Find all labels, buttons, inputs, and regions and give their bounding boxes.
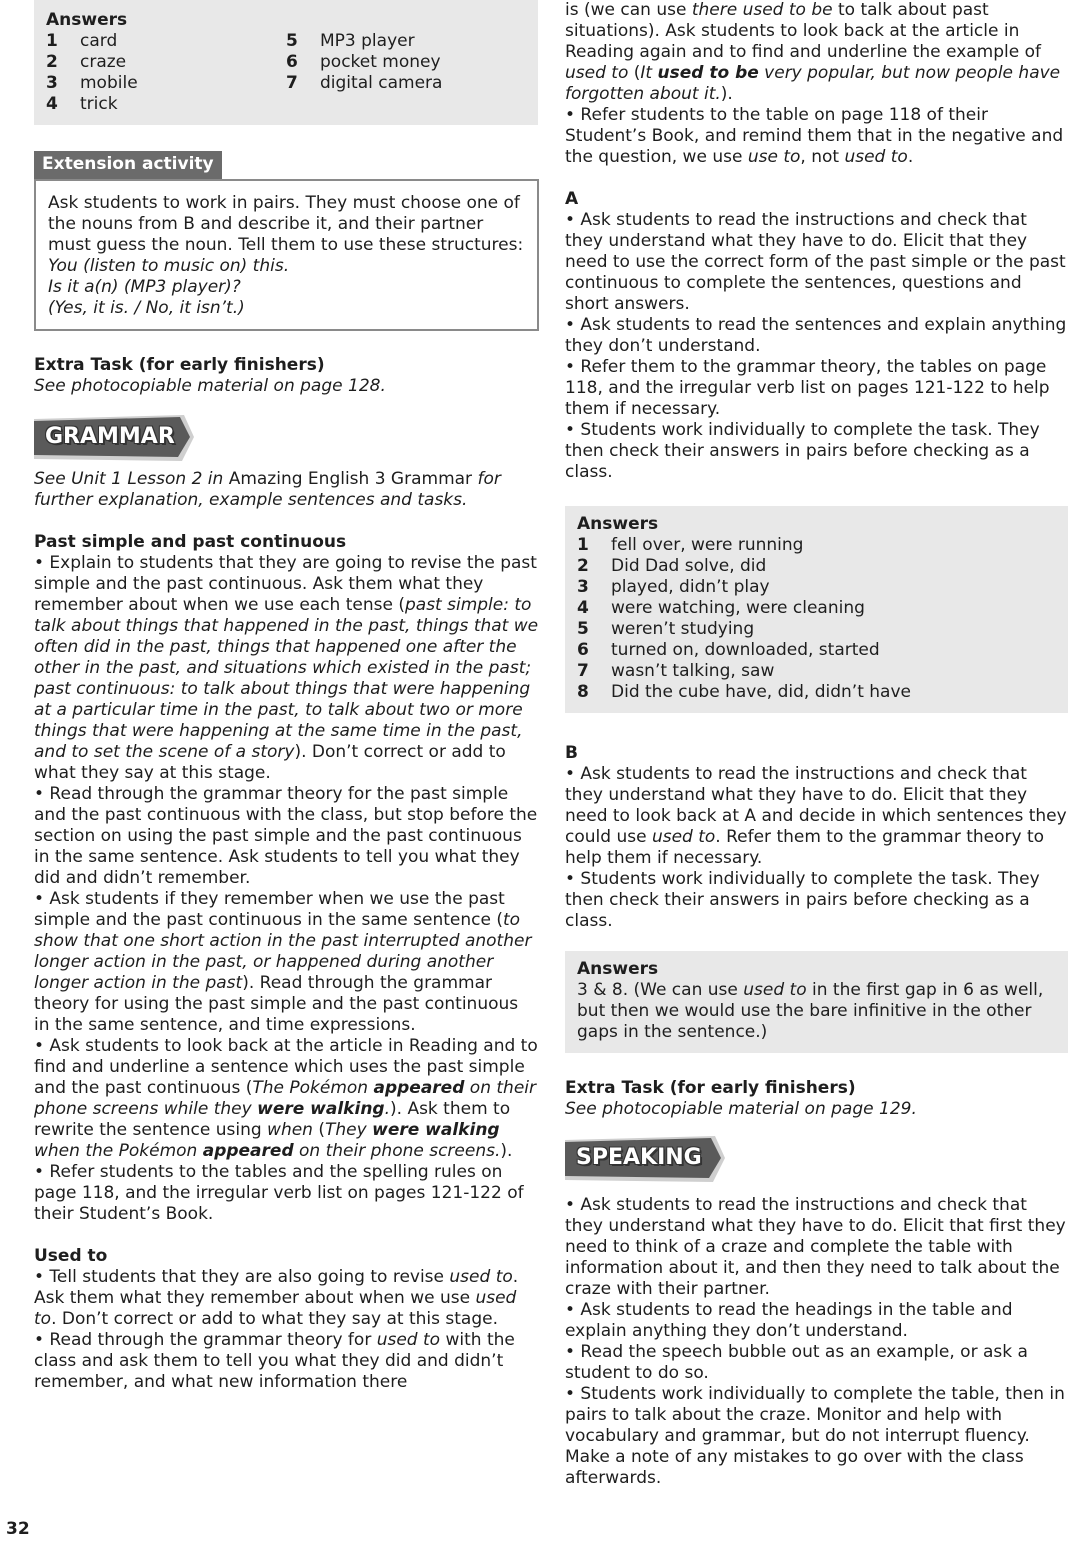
answer-number: 6 xyxy=(286,52,298,72)
answers-box xyxy=(34,0,538,125)
answer-text: wasn’t talking, saw xyxy=(611,661,775,681)
answers-grid xyxy=(46,31,526,115)
answer-text: weren’t studying xyxy=(611,619,755,639)
extension-line: (Yes, it is. / No, it isn’t.) xyxy=(48,298,245,318)
answer-text: fell over, were running xyxy=(611,535,804,555)
answer-number: 4 xyxy=(577,598,589,618)
right-column xyxy=(565,0,1070,1489)
answers-column xyxy=(286,31,526,115)
answer-item xyxy=(577,682,1056,703)
see-unit-text: See Unit 1 Lesson 2 in Amazing English 3 Grammar for further explanation, example sentences and tasks. xyxy=(34,469,501,510)
extra-task-text: See photocopiable material on page 129. xyxy=(565,1099,917,1119)
bullet: • Ask students to read the sentences and explain anything they don’t understand. xyxy=(565,315,1067,356)
bullet: • Refer students to the table on page 118 of their Student’s Book, and remind them that in the negative and the question, we use use to, not used to. xyxy=(565,105,1064,167)
extra-task-text: See photocopiable material on page 128. xyxy=(34,376,386,396)
answer-item xyxy=(577,556,1056,577)
answer-item xyxy=(286,52,526,73)
answer-text: Did the cube have, did, didn’t have xyxy=(611,682,911,702)
answer-text: digital camera xyxy=(320,73,443,93)
answer-text: pocket money xyxy=(320,52,441,72)
bullet: • Ask students if they remember when we use the past simple and the past continuous in the same sentence (to show that one short action in the past interrupted another longer action in the past, or happened during another longer action in the past). Read through the grammar theory for using the past simple and the past continuous in the same sentence, and time expressions. xyxy=(34,889,532,1035)
left-column xyxy=(34,0,539,1393)
answer-number: 8 xyxy=(577,682,589,702)
section-title: Past simple and past continuous xyxy=(34,532,347,552)
extension-text: Ask students to work in pairs. They must choose one of the nouns from B and describe it, and their partner must guess the noun. Tell them to use these structures: xyxy=(48,193,524,255)
bullet: • Refer students to the tables and the spelling rules on page 118, and the irregular verb list on pages 121-122 of their Student’s Book. xyxy=(34,1162,524,1224)
bullet: • Ask students to read the instructions and check that they understand what they have to do. Elicit that they need to use the correct form of the past simple or the past continuous to complete the sentences, questions and short answers. xyxy=(565,210,1066,314)
section-title: B xyxy=(565,743,578,763)
bullet: • Read through the grammar theory for the past simple and the past continuous with the class, but stop before the section on using the past simple and the past continuous in the same sentence. Ask students to tell you what they did and didn’t remember. xyxy=(34,784,538,888)
answer-number: 2 xyxy=(577,556,589,576)
speaking-section xyxy=(565,1195,1070,1489)
answer-item xyxy=(577,661,1056,682)
answer-number: 5 xyxy=(577,619,589,639)
answer-number: 7 xyxy=(286,73,298,93)
extra-task xyxy=(565,1078,1070,1120)
answer-number: 3 xyxy=(577,577,589,597)
answer-item xyxy=(577,535,1056,556)
answer-text: card xyxy=(80,31,118,51)
grammar-banner-label: GRAMMAR xyxy=(45,424,175,449)
bullet: • Students work individually to complete the task. They then check their answers in pairs before checking as a class. xyxy=(565,420,1040,482)
past-simple-section xyxy=(34,532,539,1225)
answer-item xyxy=(577,640,1056,661)
speaking-banner-label: SPEAKING xyxy=(576,1145,702,1170)
answer-item xyxy=(46,73,286,94)
answers-text: 3 & 8. (We can use used to in the first gap in 6 as well, but then we would use the bare infinitive in the other gaps in the sentence.) xyxy=(577,980,1044,1042)
answers-title: Answers xyxy=(46,10,128,30)
answer-item xyxy=(46,52,286,73)
bullet: • Ask students to read the instructions and check that they understand what they have to do. Elicit that they need to look back at A and decide in which sentences they could use used to. Refer them to the grammar theory to help them if necessary. xyxy=(565,764,1067,868)
extra-task-title: Extra Task (for early finishers) xyxy=(565,1078,856,1098)
answer-item xyxy=(46,31,286,52)
answers-list xyxy=(577,535,1056,703)
bullet: • Ask students to look back at the article in Reading and to find and underline a sentence which uses the past simple and the past continuous (The Pokémon appeared on their phone screens while they were walking.). Ask them to rewrite the sentence using when (They were walking when the Pokémon appeared on their phone screens.). xyxy=(34,1036,538,1161)
answer-number: 5 xyxy=(286,31,298,51)
answer-text: Did Dad solve, did xyxy=(611,556,767,576)
answer-item xyxy=(577,598,1056,619)
section-title: A xyxy=(565,189,579,209)
extension-tab: Extension activity xyxy=(34,151,222,179)
answer-number: 3 xyxy=(46,73,58,93)
used-to-section xyxy=(34,1246,539,1393)
answer-number: 7 xyxy=(577,661,589,681)
answer-item xyxy=(577,619,1056,640)
answer-text: turned on, downloaded, started xyxy=(611,640,880,660)
extension-box xyxy=(34,179,539,331)
speaking-banner xyxy=(565,1136,725,1184)
answer-number: 1 xyxy=(577,535,589,555)
answer-number: 4 xyxy=(46,94,58,114)
bullet: • Ask students to read the instructions and check that they understand what they have to do. Elicit that first they need to think of a craze and complete the table with information about it, and then they need to talk about the craze with their partner. xyxy=(565,1195,1066,1299)
continued-text: is (we can use there used to be to talk about past situations). Ask students to look back at the article in Reading again and to find and underline the example of used to (It used to be very popular, but now people have forgotten about it.). xyxy=(565,0,1061,104)
extension-line: Is it a(n) (MP3 player)? xyxy=(48,277,241,297)
answer-number: 6 xyxy=(577,640,589,660)
bullet: • Read through the grammar theory for used to with the class and ask them to tell you what they did and didn’t remember, and what new information there xyxy=(34,1330,515,1392)
answer-item xyxy=(286,73,526,94)
answer-text: mobile xyxy=(80,73,138,93)
answer-number: 1 xyxy=(46,31,58,51)
extension-activity xyxy=(34,151,539,331)
answer-text: played, didn’t play xyxy=(611,577,770,597)
answer-text: MP3 player xyxy=(320,31,415,51)
answer-item xyxy=(577,577,1056,598)
answers-box xyxy=(565,506,1068,713)
answers-column xyxy=(46,31,286,115)
answer-item xyxy=(46,94,286,115)
section-b xyxy=(565,743,1070,932)
answers-title: Answers xyxy=(577,959,659,979)
extra-task xyxy=(34,355,539,397)
bullet: • Students work individually to complete the table, then in pairs to talk about the craze. Monitor and help with vocabulary and grammar, but do not interrupt fluency. Make a note of any mistakes to go over with the class afterwards. xyxy=(565,1384,1065,1488)
bullet: • Refer them to the grammar theory, the tables on page 118, and the irregular verb list on pages 121-122 to help them if necessary. xyxy=(565,357,1050,419)
answer-text: craze xyxy=(80,52,127,72)
grammar-banner xyxy=(34,415,194,463)
answer-number: 2 xyxy=(46,52,58,72)
bullet: • Explain to students that they are going to revise the past simple and the past continuous. Ask them what they remember about when we use each tense (past simple: to talk about things that happened in the past, things that we often did in the past, things that happened one after the other in the past, and situations which existed in the past; past continuous: to talk about things that were happening at a particular time in the past, to talk about two or more things that were happening at the same time in the past, and to set the scene of a story). Don’t correct or add to what they say at this stage. xyxy=(34,553,539,783)
section-title: Used to xyxy=(34,1246,108,1266)
page-number: 32 xyxy=(6,1519,30,1539)
answer-text: were watching, were cleaning xyxy=(611,598,865,618)
answers-title: Answers xyxy=(577,514,659,534)
bullet: • Tell students that they are also going to revise used to. Ask them what they remember about when we use used to. Don’t correct or add to what they say at this stage. xyxy=(34,1267,519,1329)
answer-text: trick xyxy=(80,94,118,114)
bullet: • Ask students to read the headings in the table and explain anything they don’t understand. xyxy=(565,1300,1013,1341)
answers-box xyxy=(565,951,1068,1053)
answer-item xyxy=(286,31,526,52)
section-a xyxy=(565,189,1070,483)
bullet: • Read the speech bubble out as an example, or ask a student to do so. xyxy=(565,1342,1028,1383)
extra-task-title: Extra Task (for early finishers) xyxy=(34,355,325,375)
bullet: • Students work individually to complete the task. They then check their answers in pairs before checking as a class. xyxy=(565,869,1040,931)
extension-line: You (listen to music on) this. xyxy=(48,256,290,276)
